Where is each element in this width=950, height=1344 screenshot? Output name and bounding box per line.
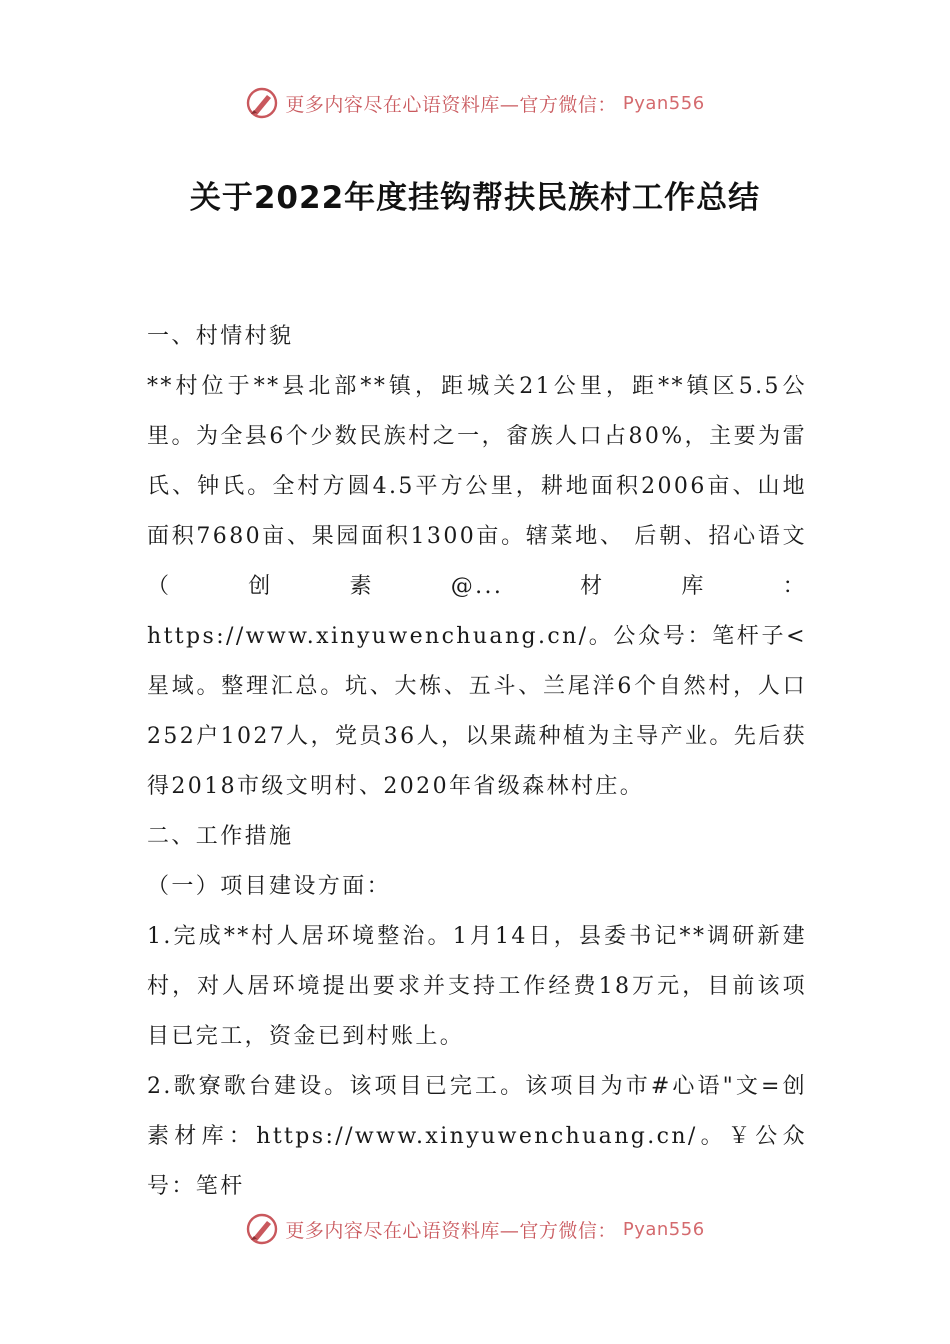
subsection-heading: （一）项目建设方面：: [147, 874, 392, 899]
pen-logo-icon: [245, 86, 279, 120]
watermark-id: Pyan556: [622, 92, 705, 114]
body-paragraph: 1.完成**村人居环境整治。1月14日，县委书记**调研新建村，对人居环境提出要求并支持工作经费18万元，目前该项目已完工，资金已到村账上。: [147, 924, 807, 1049]
footer-watermark: [0, 1212, 950, 1246]
body-paragraph: **村位于**县北部**镇，距城关21公里，距**镇区5.5公里。为全县6个少数民族村之一，畲族人口占80%，主要为雷氏、钟氏。全村方圆4.5平方公里，耕地面积2006亩、山地面积7680亩、果园面积1300亩。辖菜地、 后朝、招心语文（创素@...材库：https://www.xinyuwenchuang.cn/。公众号：笔杆子<星域。整理汇总。坑、大栋、五斗、兰尾洋6个自然村，人口252户1027人，党员36人，以果蔬种植为主导产业。先后获得2018市级文明村、2020年省级森林村庄。: [147, 374, 807, 799]
watermark-text: 更多内容尽在心语资料库—官方微信：: [285, 93, 617, 116]
document-title: 关于2022年度挂钩帮扶民族村工作总结: [189, 180, 761, 216]
section-heading: 二、工作措施: [147, 824, 294, 849]
watermark-text: 更多内容尽在心语资料库—官方微信：: [285, 1219, 617, 1242]
watermark-id: Pyan556: [622, 1218, 705, 1240]
header-watermark: [0, 86, 950, 120]
document-body: [147, 312, 807, 1212]
pen-logo-icon: [245, 1212, 279, 1246]
body-paragraph: 2.歌寮歌台建设。该项目已完工。该项目为市#心语"文=创素材库：https://www.xinyuwenchuang.cn/。￥公众号：笔杆: [147, 1074, 807, 1199]
section-heading: 一、村情村貌: [147, 324, 294, 349]
